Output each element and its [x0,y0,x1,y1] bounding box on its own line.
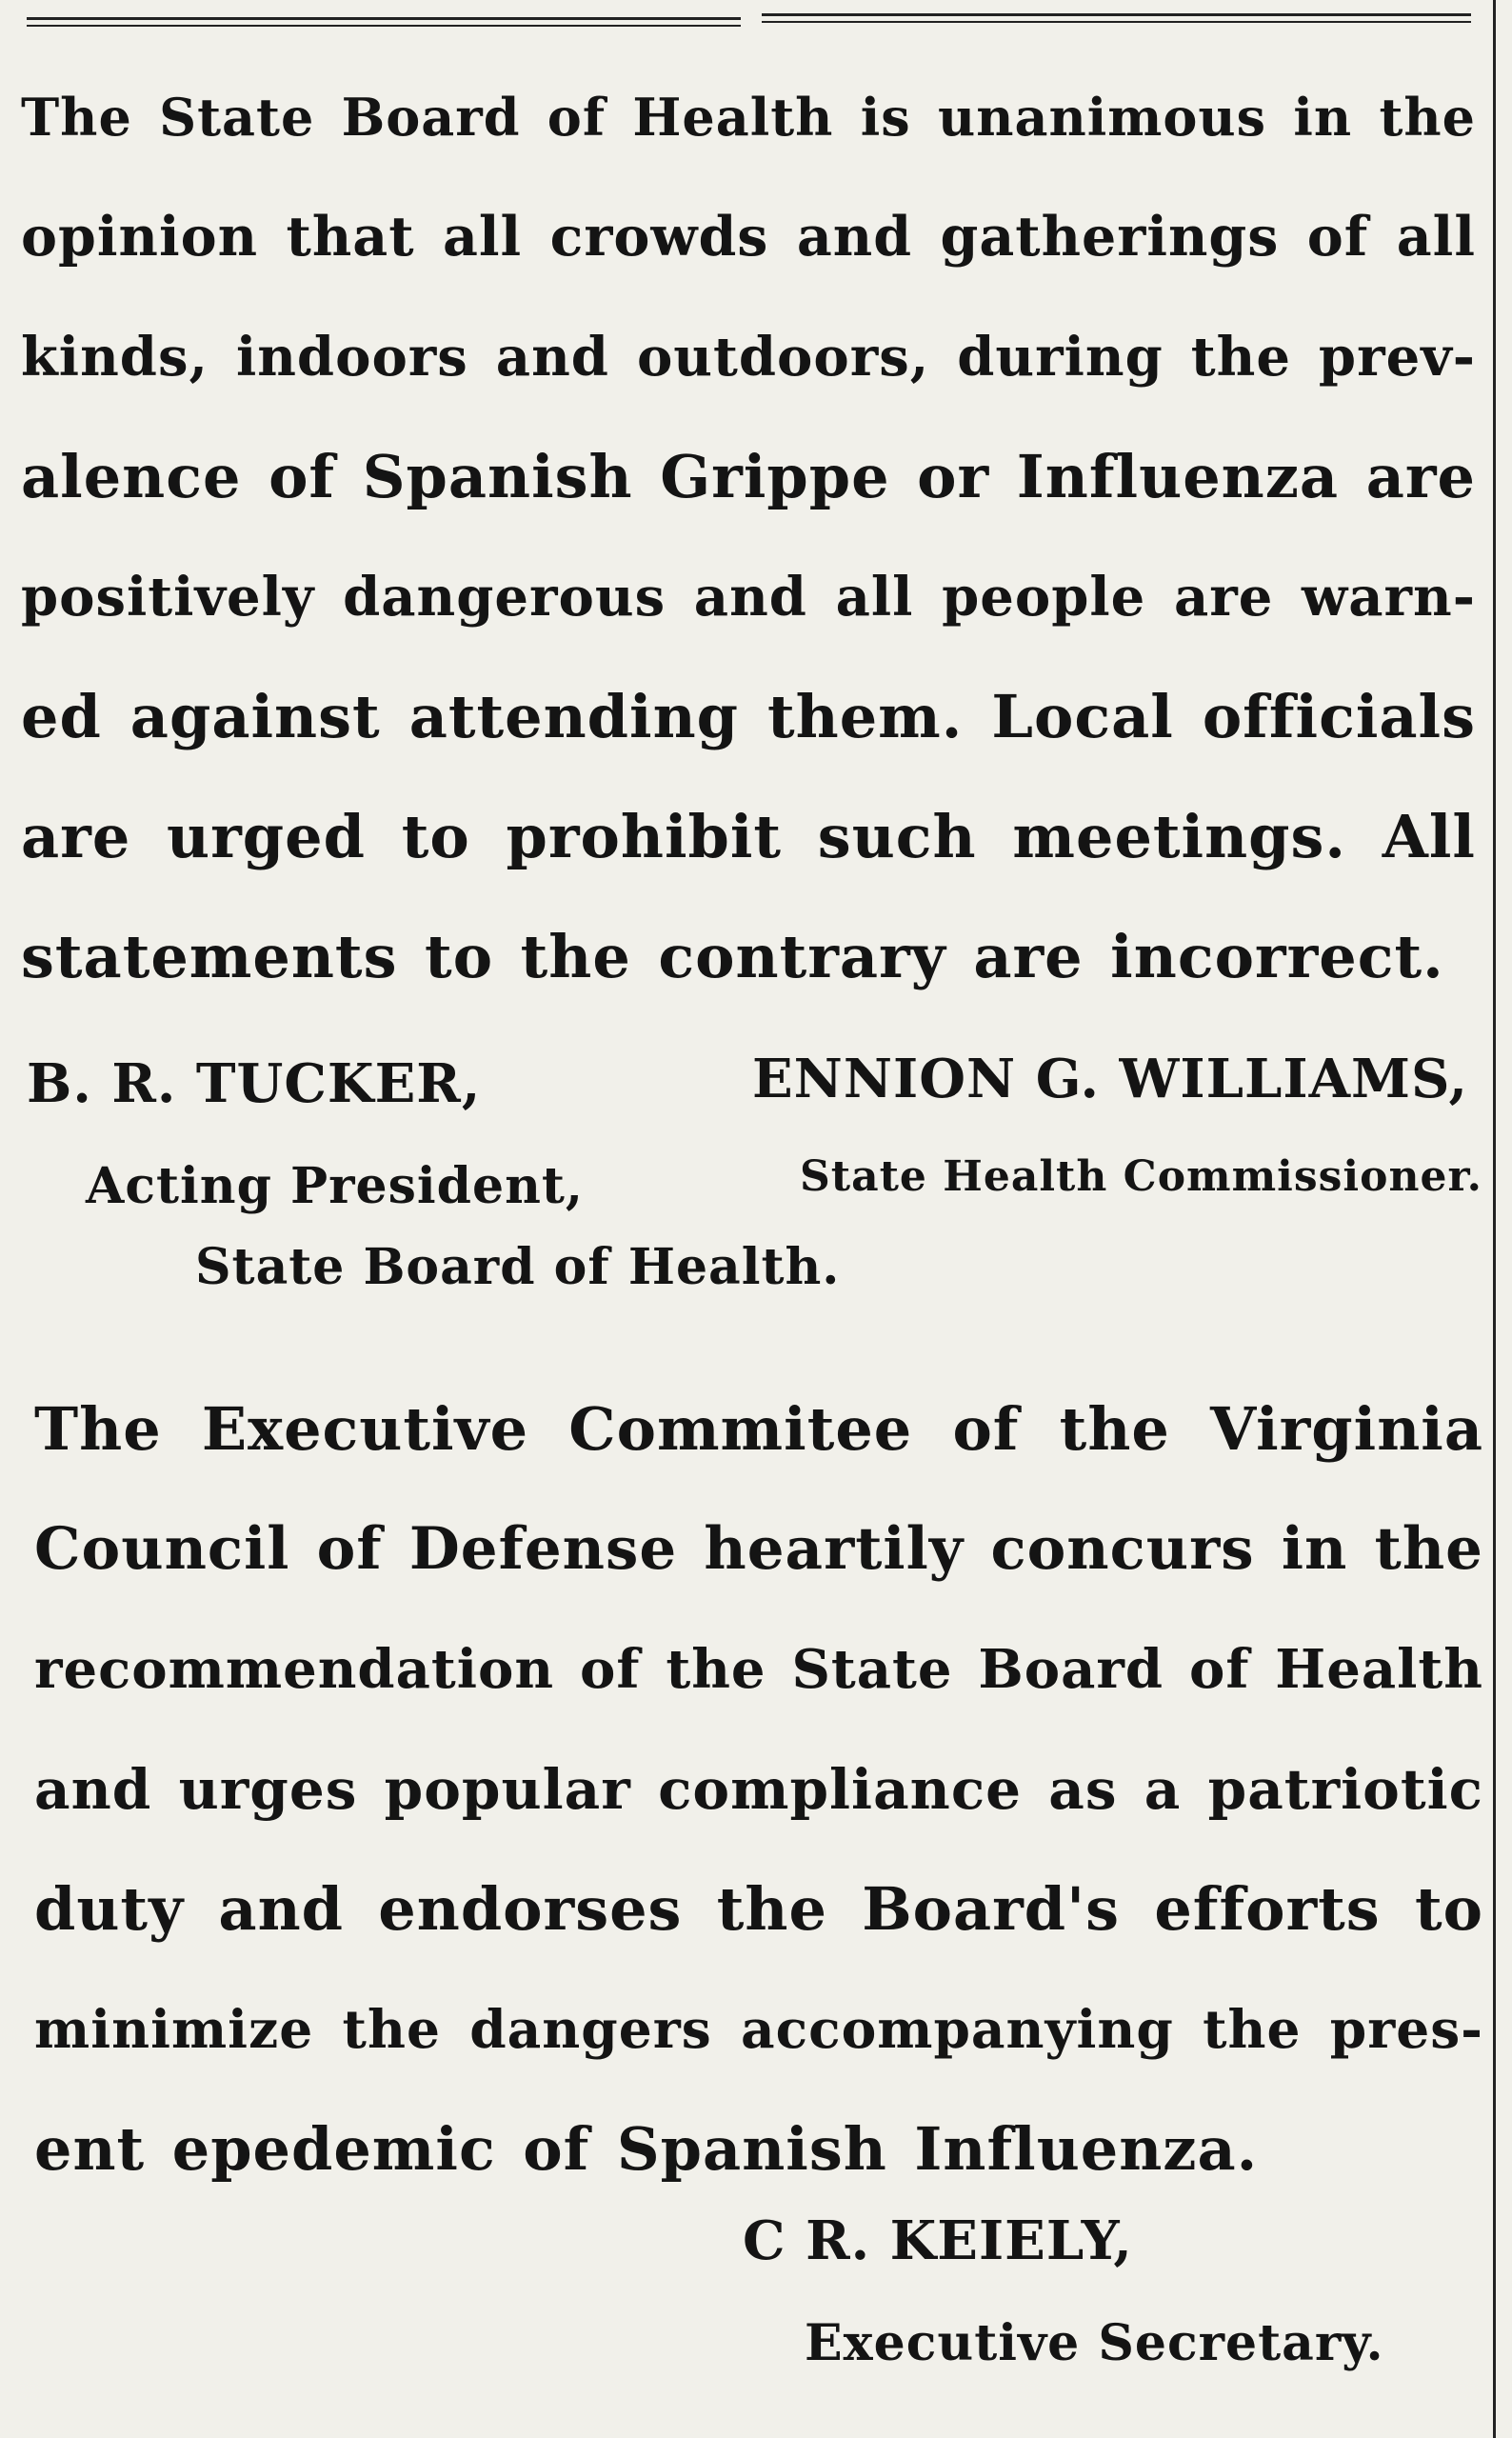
notice1-line: are urged to prohibit such meetings. All [21,802,1476,871]
notice1-line: positively dangerous and all people are warn- [21,566,1476,629]
signatory-title-tucker: Acting President, [86,1157,585,1215]
notice1-line: The State Board of Health is unanimous in the [21,87,1476,148]
notice2-line: duty and endorses the Board's efforts to [34,1874,1483,1944]
notice2-line: The Executive Commitee of the Virginia [34,1394,1483,1464]
signatory-title-keiely: Executive Secretary. [805,2314,1384,2372]
signatory-name-keiely: C R. KEIELY, [743,2209,1133,2272]
notice1-line: alence of Spanish Grippe or Influenza are [21,442,1476,511]
board-of-health-notice [21,57,1476,1017]
notice2-line: minimize the dangers accompanying the pres- [34,1998,1483,2060]
top-rule-right-thin [762,21,1471,23]
column-rule-right [1493,0,1496,2438]
notice2-line: ent epedemic of Spanish Influenza. [34,2114,1259,2184]
signatory-name-tucker: B. R. TUCKER, [27,1052,482,1115]
signatory-title-williams: State Health Commissioner. [800,1152,1482,1201]
top-rule-right [762,13,1471,16]
notice1-line: kinds, indoors and outdoors, during the prev- [21,326,1476,389]
notice1-line: opinion that all crowds and gatherings of all [21,205,1476,269]
notice2-line: and urges popular compliance as a patriotic [34,1757,1483,1822]
notice2-line: Council of Defense heartily concurs in the [34,1515,1483,1583]
council-of-defense-notice [34,1369,1483,2209]
notice1-line: statements to the contrary are incorrect. [21,922,1444,991]
signatory-title-tucker-org: State Board of Health. [195,1238,841,1296]
notice2-line: recommendation of the State Board of Health [34,1638,1483,1701]
top-rule-left [27,17,741,20]
notice1-line: ed against attending them. Local officials [21,682,1476,751]
top-rule-left-thin [27,25,741,27]
signatory-name-williams: ENNION G. WILLIAMS, [752,1048,1468,1110]
